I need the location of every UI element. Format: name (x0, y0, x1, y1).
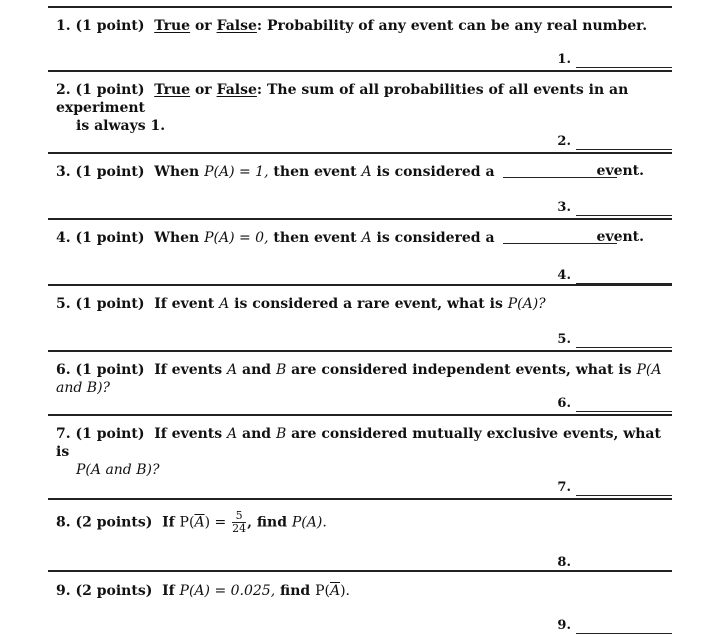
question-5-text: 5. (1 point) If event A is considered a rare event, what is P(A)? (56, 296, 546, 312)
question-4-text: 4. (1 point) When P(A) = 0, then event A is considered a (56, 229, 621, 247)
answer-blank-7[interactable]: 7. (557, 480, 672, 496)
question-2-text: 2. (1 point) True or False: The sum of all probabilities of all events in an experiment is always 1. (56, 82, 629, 134)
question-1-text: 1. (1 point) True or False: Probability of any event can be any real number. (56, 18, 648, 34)
question-3-text: 3. (1 point) When P(A) = 1, then event A is considered a (56, 163, 621, 181)
answer-blank-9[interactable]: 9. (557, 618, 672, 634)
fraction: $\frac{5}{24}$ (232, 509, 247, 535)
question-4-tail: event. (596, 229, 644, 245)
answer-blank-4[interactable]: 4. (557, 268, 672, 284)
question-6 (48, 350, 672, 414)
question-2 (48, 70, 672, 152)
question-7 (48, 414, 672, 498)
answer-blank-8[interactable]: 8. (557, 555, 672, 571)
question-8-text: 8. (2 points) If $P(\overline{A})$ = $\frac{5}{24}$ , find P(A). (56, 509, 327, 535)
question-8 (48, 498, 672, 570)
question-3 (48, 152, 672, 218)
question-9 (48, 570, 672, 636)
question-5 (48, 284, 672, 350)
answer-blank-5[interactable]: 5. (557, 332, 672, 348)
answer-blank-6[interactable]: 6. (557, 396, 672, 412)
question-3-tail: event. (596, 163, 644, 179)
answer-blank-3[interactable]: 3. (557, 200, 672, 216)
question-9-text: 9. (2 points) If P(A) = 0.025, find $P(\overline{A})$. (56, 583, 351, 599)
question-4 (48, 218, 672, 284)
question-7-text: 7. (1 point) If events A and B are considered mutually exclusive events, what is P(A and B)? (56, 426, 661, 478)
problem-sheet (48, 6, 672, 636)
answer-blank-2[interactable]: 2. (557, 134, 672, 150)
answer-blank-1[interactable]: 1. (557, 52, 672, 68)
question-6-text: 6. (1 point) If events A and B are considered independent events, what is P(A and B)? (56, 362, 662, 396)
question-1 (48, 6, 672, 70)
